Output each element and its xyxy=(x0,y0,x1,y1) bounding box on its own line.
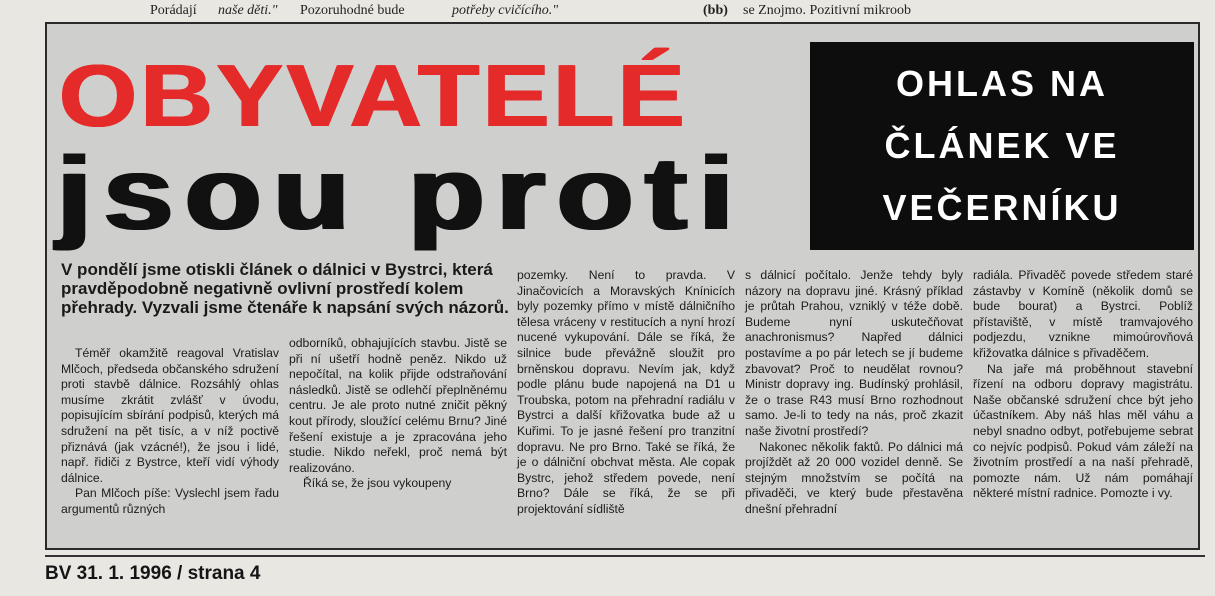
paragraph: Téměř okamžitě reagoval Vratislav Mlčoch, předseda občanského sdružení proti stavbě dálnice. Rozsáhlý ohlas musíme zkrátit zvlášť v úvodu, popisujícím sbírání podpisů, kterých má sdružení na pět tisíc, a v níž poctivě přiznává (jak vzácné!), že jsou i lidé, např. řidiči z Bystrce, kteří vidí výhody dálnice. xyxy=(61,346,279,485)
headline-line-1: OBYVATELÉ xyxy=(59,46,689,145)
page-footer: BV 31. 1. 1996 / strana 4 xyxy=(45,563,261,584)
text-column-5 xyxy=(973,268,1193,502)
strip-text-c: Pozoruhodné bude xyxy=(300,3,405,18)
text-column-3 xyxy=(517,268,735,518)
strip-text-e: (bb) xyxy=(703,3,728,18)
headline-line-2: jsou proti xyxy=(57,136,746,252)
paragraph: odborníků, obhajujících stavbu. Jistě se při ní ušetří hodně peněz. Nikdo už nepočítal, na kolik přijde odstraňování následků. Jistě se odlehčí přeplněnému centru. Je ale proto nutné zničit pěkný kout přírody, sloužící celému Brnu? Jiné řešení existuje a je zpracována jeho studie. Nikdo neřekl, proč nemá být realizováno. xyxy=(289,336,507,475)
strip-text-d: potřeby cvičícího." xyxy=(452,3,559,18)
lead-paragraph: V pondělí jsme otiskli článek o dálnici v Bystrci, která pravděpodobně negativně ovlivní prostředí kolem přehrady. Vyzvali jsme čtenáře k napsání svých názorů. xyxy=(61,260,509,317)
paragraph: pozemky. Není to pravda. V Jinačovicích a Moravských Knínicích byly pozemky přímo v místě dálničního tělesa vráceny v restitucích a nyní hrozí nucené vykupování. Dále se říká, že silnice bude převážně sloužit pro brněnskou dopravu. Nevím jak, když podle plánu bude napojená na D1 u Troubska, potom na přehradní radiálu v Bystrci a další křižovatka bude až u Kuřimi. To je jasné řešení pro tranzitní dopravu. Ne pro Brno. Také se říká, že je o dálniční obchvat města. Ale copak Bystrc, jehož středem povede, není Brno? Dále se říká, že se při projektování sídliště xyxy=(517,268,735,516)
section-title-line-3: VEČERNÍKU xyxy=(882,187,1122,228)
paragraph: Říká se, že jsou vykoupeny xyxy=(303,476,452,491)
strip-text-a: Porádají xyxy=(150,3,197,18)
text-column-1 xyxy=(61,346,279,518)
text-column-2 xyxy=(289,336,507,492)
previous-article-strip xyxy=(0,0,1215,22)
footer-rule xyxy=(45,555,1205,557)
paragraph: s dálnicí počítalo. Jenže tehdy byly názory na dopravu jiné. Krásný příklad je průtah Prahou, vzniklý v téže době. Budeme nyní uskutečňovat anachronismus? Napřed dálnici postavíme a po pár letech se jí budeme zbavovat? Proč to neudělat rovnou? Ministr dopravy ing. Budínský prohlásil, že o trase R43 musí Brno rozhodnout samo. Je-li to tedy na nás, proč zkazit naše životní prostředí? xyxy=(745,268,963,438)
paragraph: Nakonec několik faktů. Po dálnici má projíždět až 20 000 vozidel denně. Se stejným množstvím se počítá na přivaděči, ve který bude přestavěna dnešní přehradní xyxy=(745,439,963,516)
strip-text-b: naše děti." xyxy=(218,3,278,18)
paragraph: radiála. Přivaděč povede středem staré zástavby v Komíně (několik domů se bude bourat) a Bystrci. Poblíž přístaviště, v místě tramvajového podjezdu, vznikne mimoúrovňová křižovatka dálnice s přivaděčem. xyxy=(973,268,1193,360)
text-column-4 xyxy=(745,268,963,518)
article-box xyxy=(45,22,1200,550)
section-title-line-1: OHLAS NA xyxy=(896,63,1108,104)
strip-text-f: se Znojmo. Pozitivní mikroob xyxy=(743,3,911,18)
paragraph: Pan Mlčoch píše: Vyslechl jsem řadu argumentů různých xyxy=(61,486,279,516)
paragraph: Na jaře má proběhnout stavební řízení na odboru dopravy magistrátu. Naše občanské sdružení chce být jeho účastníkem. Aby náš hlas měl váhu a nebyl snadno odbyt, potřebujeme sebrat co nejvíc podpisů. Pokud vám záleží na životním prostředí a na naší přehradě, pomozte nám. Už nám pomáhají některé místní radnice. Pomozte i vy. xyxy=(973,361,1193,501)
section-title-box xyxy=(810,42,1194,250)
section-title-line-2: ČLÁNEK VE xyxy=(884,125,1120,166)
